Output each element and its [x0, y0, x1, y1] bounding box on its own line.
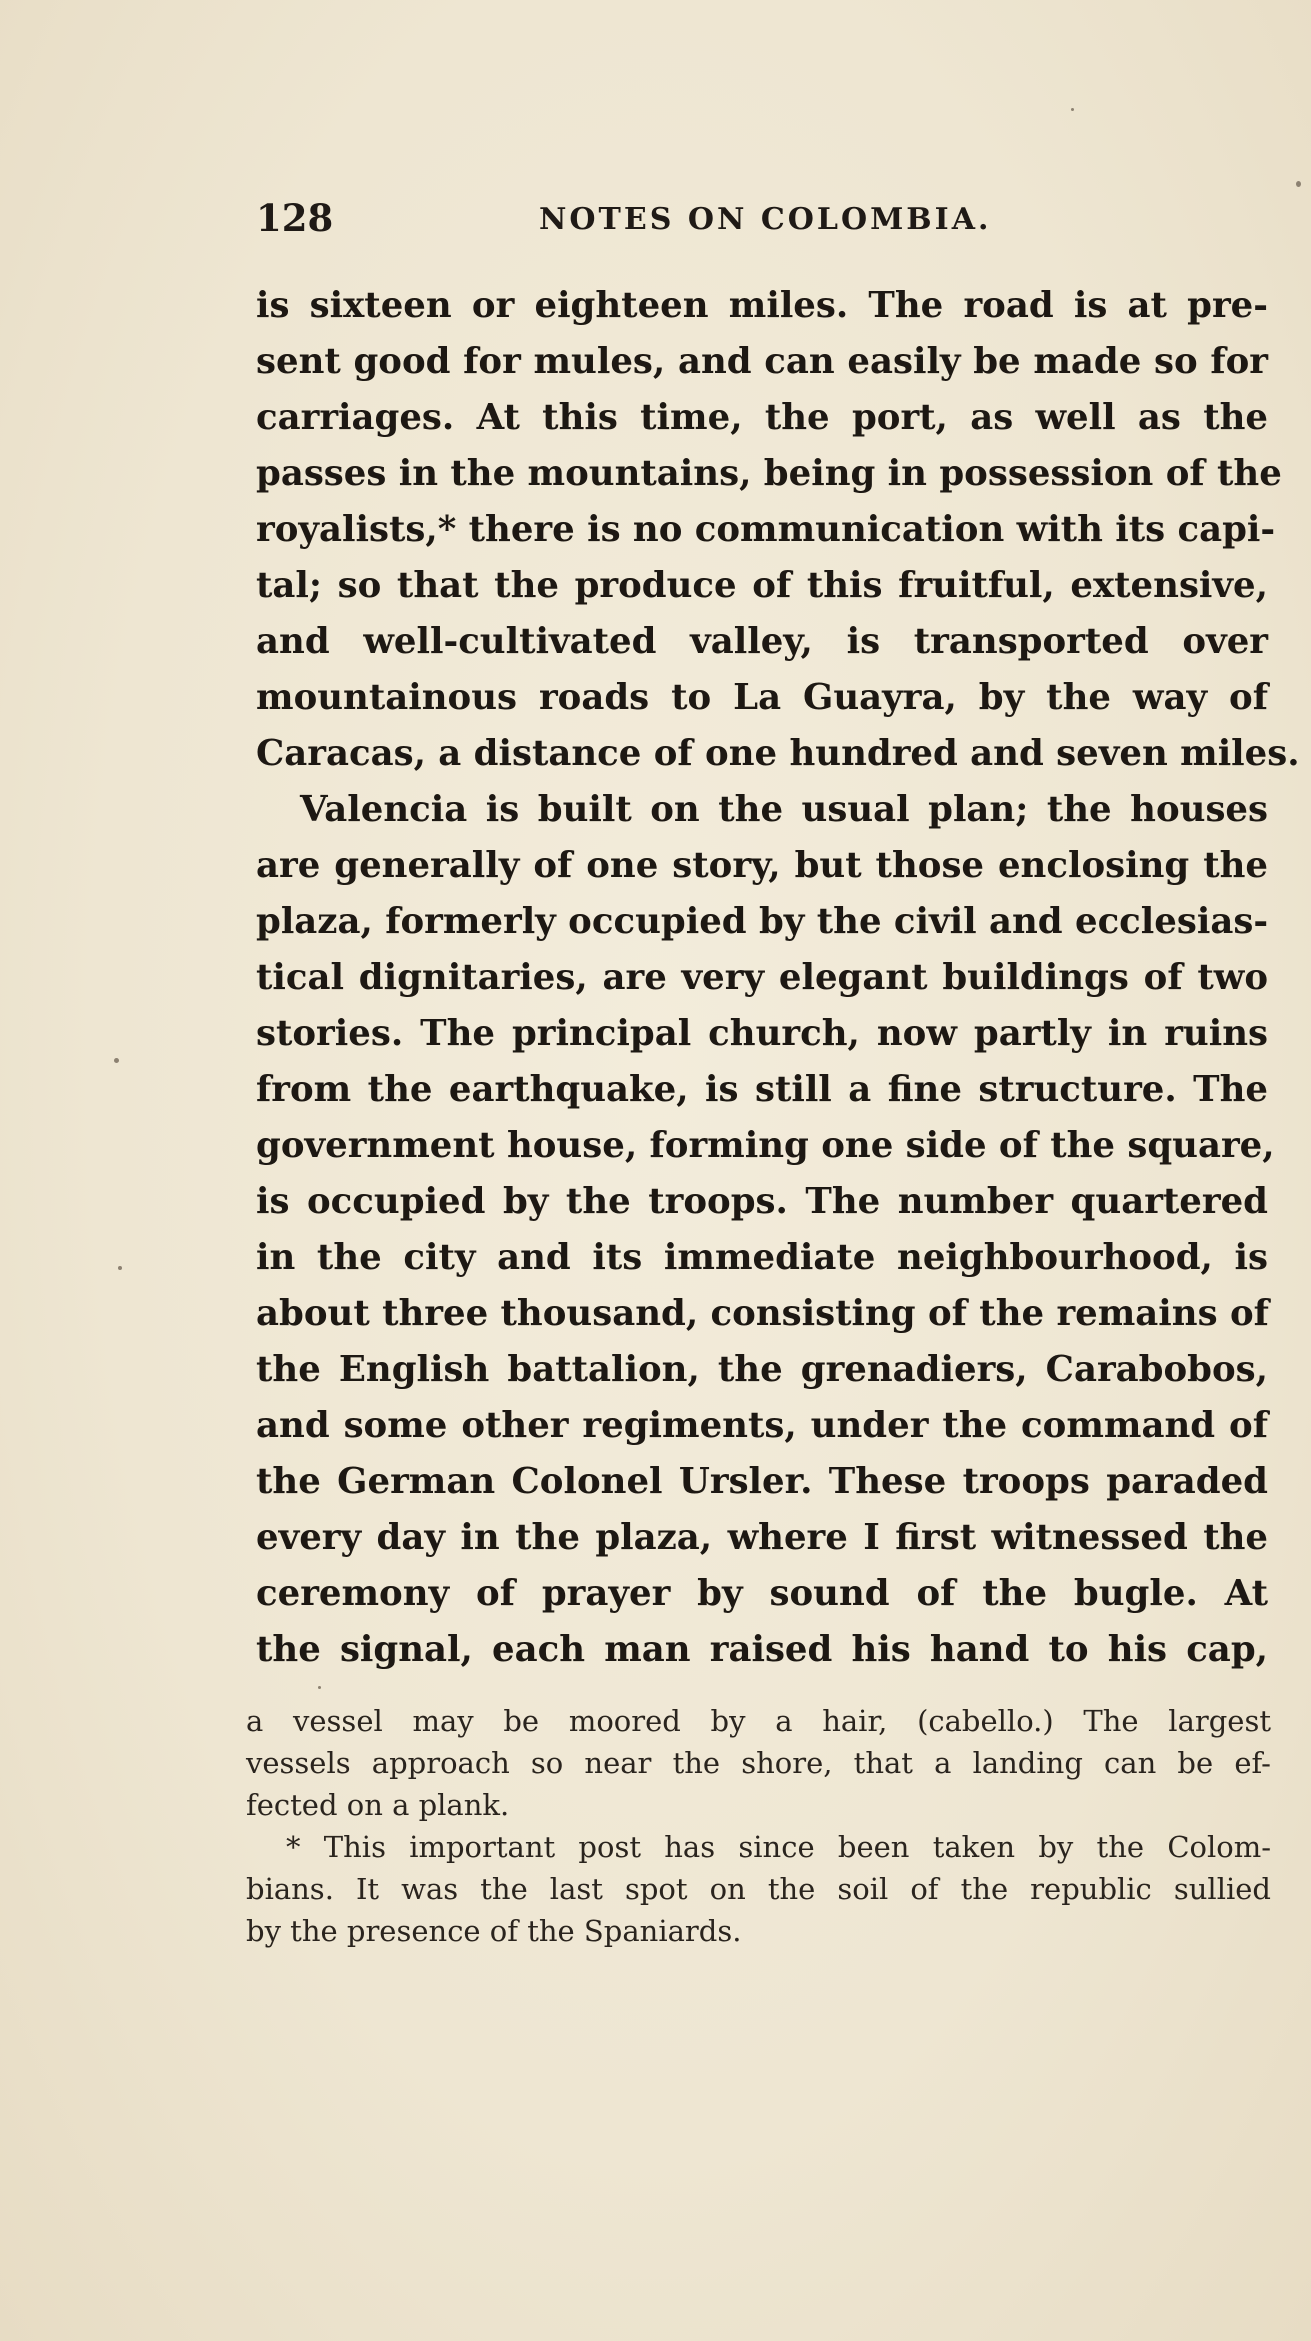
body-line: are generally of one story, but those enclosing the: [256, 845, 1268, 886]
body-line: plaza, formerly occupied by the civil and ecclesias-: [256, 901, 1269, 942]
running-head: NOTES ON COLOMBIA.: [539, 202, 992, 237]
body-line: government house, forming one side of the square,: [256, 1125, 1275, 1166]
footnote-line: a vessel may be moored by a hair, (cabello.) The largest: [246, 1704, 1271, 1738]
body-line: tal; so that the produce of this fruitful, extensive,: [256, 565, 1268, 606]
body-text: [256, 278, 1300, 1678]
body-line: mountainous roads to La Guayra, by the way of: [256, 677, 1268, 718]
page-number: 128: [256, 196, 334, 240]
body-line: is occupied by the troops. The number quartered: [256, 1181, 1268, 1222]
body-line: Caracas, a distance of one hundred and seven miles.: [256, 733, 1300, 774]
body-line: the signal, each man raised his hand to his cap,: [256, 1629, 1268, 1670]
body-line: in the city and its immediate neighbourhood, is: [256, 1237, 1268, 1278]
body-line: and well-cultivated valley, is transported over: [256, 621, 1268, 662]
paragraph-start-line: Valencia is built on the usual plan; the houses: [300, 789, 1268, 830]
footnote-line: fected on a plank.: [246, 1788, 510, 1822]
body-line: tical dignitaries, are very elegant buildings of two: [256, 957, 1268, 998]
body-line: from the earthquake, is still a fine structure. The: [256, 1069, 1268, 1110]
body-line: ceremony of prayer by sound of the bugle. At: [256, 1573, 1268, 1614]
footnotes: [246, 1700, 1271, 1952]
footnote-line: bians. It was the last spot on the soil of the republic sullied: [246, 1872, 1271, 1906]
footnote-start-line: * This important post has since been taken by the Colom-: [286, 1830, 1271, 1864]
body-line: every day in the plaza, where I first witnessed the: [256, 1517, 1268, 1558]
body-line: about three thousand, consisting of the remains of: [256, 1293, 1269, 1334]
paper-speck: [1296, 181, 1301, 187]
paper-speck: [318, 1686, 321, 1689]
body-line: the English battalion, the grenadiers, Carabobos,: [256, 1349, 1268, 1390]
body-line: passes in the mountains, being in possession of the: [256, 453, 1282, 494]
page-header: [256, 196, 1276, 246]
body-line: and some other regiments, under the command of: [256, 1405, 1268, 1446]
paper-speck: [1071, 108, 1074, 111]
body-line: sent good for mules, and can easily be made so for: [256, 341, 1268, 382]
body-line: carriages. At this time, the port, as well as the: [256, 397, 1268, 438]
body-line: royalists,* there is no communication with its capi-: [256, 509, 1276, 550]
footnote-line: vessels approach so near the shore, that a landing can be ef-: [246, 1746, 1271, 1780]
body-line: is sixteen or eighteen miles. The road is at pre-: [256, 285, 1268, 326]
body-line: stories. The principal church, now partly in ruins: [256, 1013, 1268, 1054]
body-line: the German Colonel Ursler. These troops paraded: [256, 1461, 1268, 1502]
paper-speck: [114, 1058, 119, 1063]
paper-speck: [118, 1266, 122, 1270]
footnote-line: by the presence of the Spaniards.: [246, 1914, 742, 1948]
